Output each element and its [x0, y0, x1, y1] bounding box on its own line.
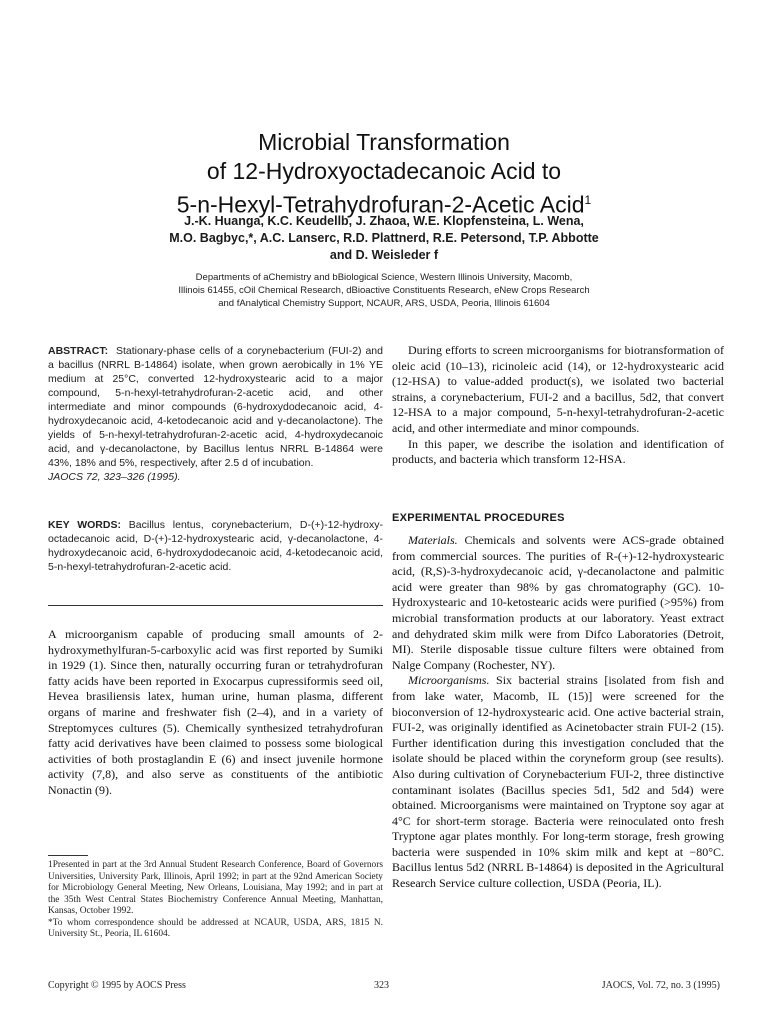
affiliation-line-1: Departments of aChemistry and bBiological Science, Western Illinois University, Macomb,	[195, 272, 573, 283]
keywords-block	[48, 518, 383, 574]
article-title	[0, 128, 768, 220]
affiliation-line-3: and fAnalytical Chemistry Support, NCAUR, ARS, USDA, Peoria, Illinois 61604	[218, 298, 550, 309]
keywords-text: Bacillus lentus, corynebacterium, D-(+)-12-hydroxy-octadecanoic acid, D-(+)-12-hydroxystearic acid, γ-decanolactone, 4-hydroxydecanoic acid, 6-hydroxydodecanoic acid, 4-ketodecanoic acid, 5-n-hexyl-tetrahydrofuran-2-acetic acid.	[48, 519, 384, 573]
title-footnote-mark: 1	[584, 193, 592, 207]
experimental-body	[392, 533, 724, 892]
abstract-citation: JAOCS 72, 323–326 (1995).	[48, 471, 181, 483]
footnote-presented: 1Presented in part at the 3rd Annual Student Research Conference, Board of Governors Universities, University Park, Illinois, April 1992; in part at the 92nd American Society for Microbiology General Meeting, New Orleans, Louisiana, May 1992; and in part at the 35th West Central States Biochemistry Conference Annual Meeting, Manhattan, Kansas, October 1992.	[48, 860, 383, 916]
affiliations	[0, 271, 768, 310]
authors-line-1: J.-K. Huanga, K.C. Keudellb, J. Zhaoa, W.E. Klopfensteina, L. Wena,	[184, 214, 584, 228]
author-list	[0, 213, 768, 264]
intro-left-text: A microorganism capable of producing small amounts of 2-hydroxymethylfuran-5-carboxylic acid was first reported by Sumiki in 1929 (1). Since then, naturally occurring furan or tetrahydrofuran fatty acids have been reported in Exocarpus cupressiformis seed oil, Hevea brasiliensis latex, human urine, human plasma, different organs of marine and freshwater fish (2–4), and in a variety of Streptomyces cultures (5). Chemically synthesized tetrahydrofuran fatty acid derivatives have been claimed to possess some biological activities of both prostaglandin E (6) and insect juvenile hormone activity (7,8), and also serve as constituents of the antibiotic Nonactin (9).	[48, 627, 383, 797]
keywords-label: KEY WORDS:	[48, 519, 121, 531]
experimental-heading: EXPERIMENTAL PROCEDURES	[392, 512, 565, 524]
footer-copyright: Copyright © 1995 by AOCS Press	[48, 980, 186, 991]
footnote-divider	[48, 855, 88, 856]
footer-journal: JAOCS, Vol. 72, no. 3 (1995)	[601, 980, 720, 991]
materials-label: Materials.	[408, 533, 458, 547]
section-divider	[48, 605, 383, 606]
intro-right-block	[392, 343, 724, 468]
abstract-block	[48, 344, 383, 484]
abstract-label: ABSTRACT:	[48, 345, 109, 357]
microorganisms-label: Microorganisms.	[408, 673, 490, 688]
materials-text: Chemicals and solvents were ACS-grade obtained from commercial sources. The purities of R-(+)-12-hydroxystearic acid, (R,S)-3-hydroxydecanoic acid, γ-decanolactone and palmitic acid were greater than 98% by gas chromatography (GC). 10-Hydroxystearic and 10-ketostearic acids were purified (>95%) from microbial transformation products at our laboratory. Yeast extract and dehydrated skim milk were from Difco Laboratories (Detroit, MI). Sterile disposable tissue culture filters were obtained from Nalge Company (Rochester, NY).	[392, 533, 724, 672]
footnote-correspondence: *To whom correspondence should be addressed at NCAUR, USDA, ARS, 1815 N. University St., Peoria, IL 61604.	[48, 917, 383, 939]
authors-line-2: M.O. Bagbyc,*, A.C. Lanserc, R.D. Plattnerd, R.E. Petersond, T.P. Abbotte	[169, 231, 599, 245]
abstract-text: Stationary-phase cells of a corynebacterium (FUI-2) and a bacillus (NRRL B-14864) isolate, when grown aerobically in 1% YE medium at 25°C, converted 12-hydroxystearic acid to a major compound, 5-n-hexyl-tetrahydrofuran-2-acetic acid, and other intermediate and minor compounds (6-hydroxydodecanoic acid, 4-hydroxydecanoic acid, 4-ketodecanoic acid and γ-decanolactone). The yields of 5-n-hexyl-tetrahydrofuran-2-acetic acid, 4-hydroxydecanoic acid, and γ-decanolactone, by Bacillus lentus NRRL B-14864 were 43%, 18% and 5%, respectively, after 2.5 d of incubation.	[48, 345, 383, 469]
intro-right-paragraph-2: In this paper, we describe the isolation and identification of products, and bacteria which transform 12-HSA.	[392, 436, 724, 467]
intro-right-paragraph-1: During efforts to screen microorganisms for biotransformation of oleic acid (10–13), ricinoleic acid (14), or 12-hydroxystearic acid (12-HSA) to value-added product(s), we isolated two bacterial strains, a corynebacterium, FUI-2 and a bacillus, 5d2, that convert 12-HSA to a major compound, 5-n-hexyl-tetrahydrofuran-2-acetic acid, and other intermediate and minor compounds.	[392, 343, 724, 435]
microorganisms-text: Six bacterial strains [isolated from fish and from lake water, Macomb, IL (15)] were screened for the bioconversion of 12-hydroxystearic acid. One active bacterial strain, FUI-2, was originally identified as Acinetobacter strain FUI-2 (15). Further identification during this investigation concluded that the isolate should be placed within the coryneform group (see results). Also during cultivation of Corynebacterium FUI-2, three distinctive contaminant isolates (Bacillus species 5d1, 5d2 and 5d4) were obtained. Microorganisms were maintained on Tryptone soy agar at 4°C for short-term storage. Bacteria were reinoculated onto fresh Tryptone agar plates monthly. For long-term storage, fresh growing bacteria were suspended in 10% skim milk and kept at −80°C. Bacillus lentus 5d2 (NRRL B-14864) is deposited in the Agricultural Research Service culture collection, USDA (Peoria, IL).	[392, 673, 724, 891]
intro-left-paragraph	[48, 627, 383, 799]
authors-line-3: and D. Weisleder f	[329, 248, 439, 262]
title-line-2: of 12-Hydroxyoctadecanoic Acid to	[206, 158, 562, 184]
footnotes	[48, 860, 383, 941]
footer-page-number: 323	[374, 980, 389, 991]
title-line-1: Microbial Transformation	[258, 129, 510, 155]
title-line-3-text: 5-n-Hexyl-Tetrahydrofuran-2-Acetic Acid	[176, 191, 585, 218]
affiliation-line-2: Illinois 61455, cOil Chemical Research, dBioactive Constituents Research, eNew Crops Research	[178, 285, 590, 296]
